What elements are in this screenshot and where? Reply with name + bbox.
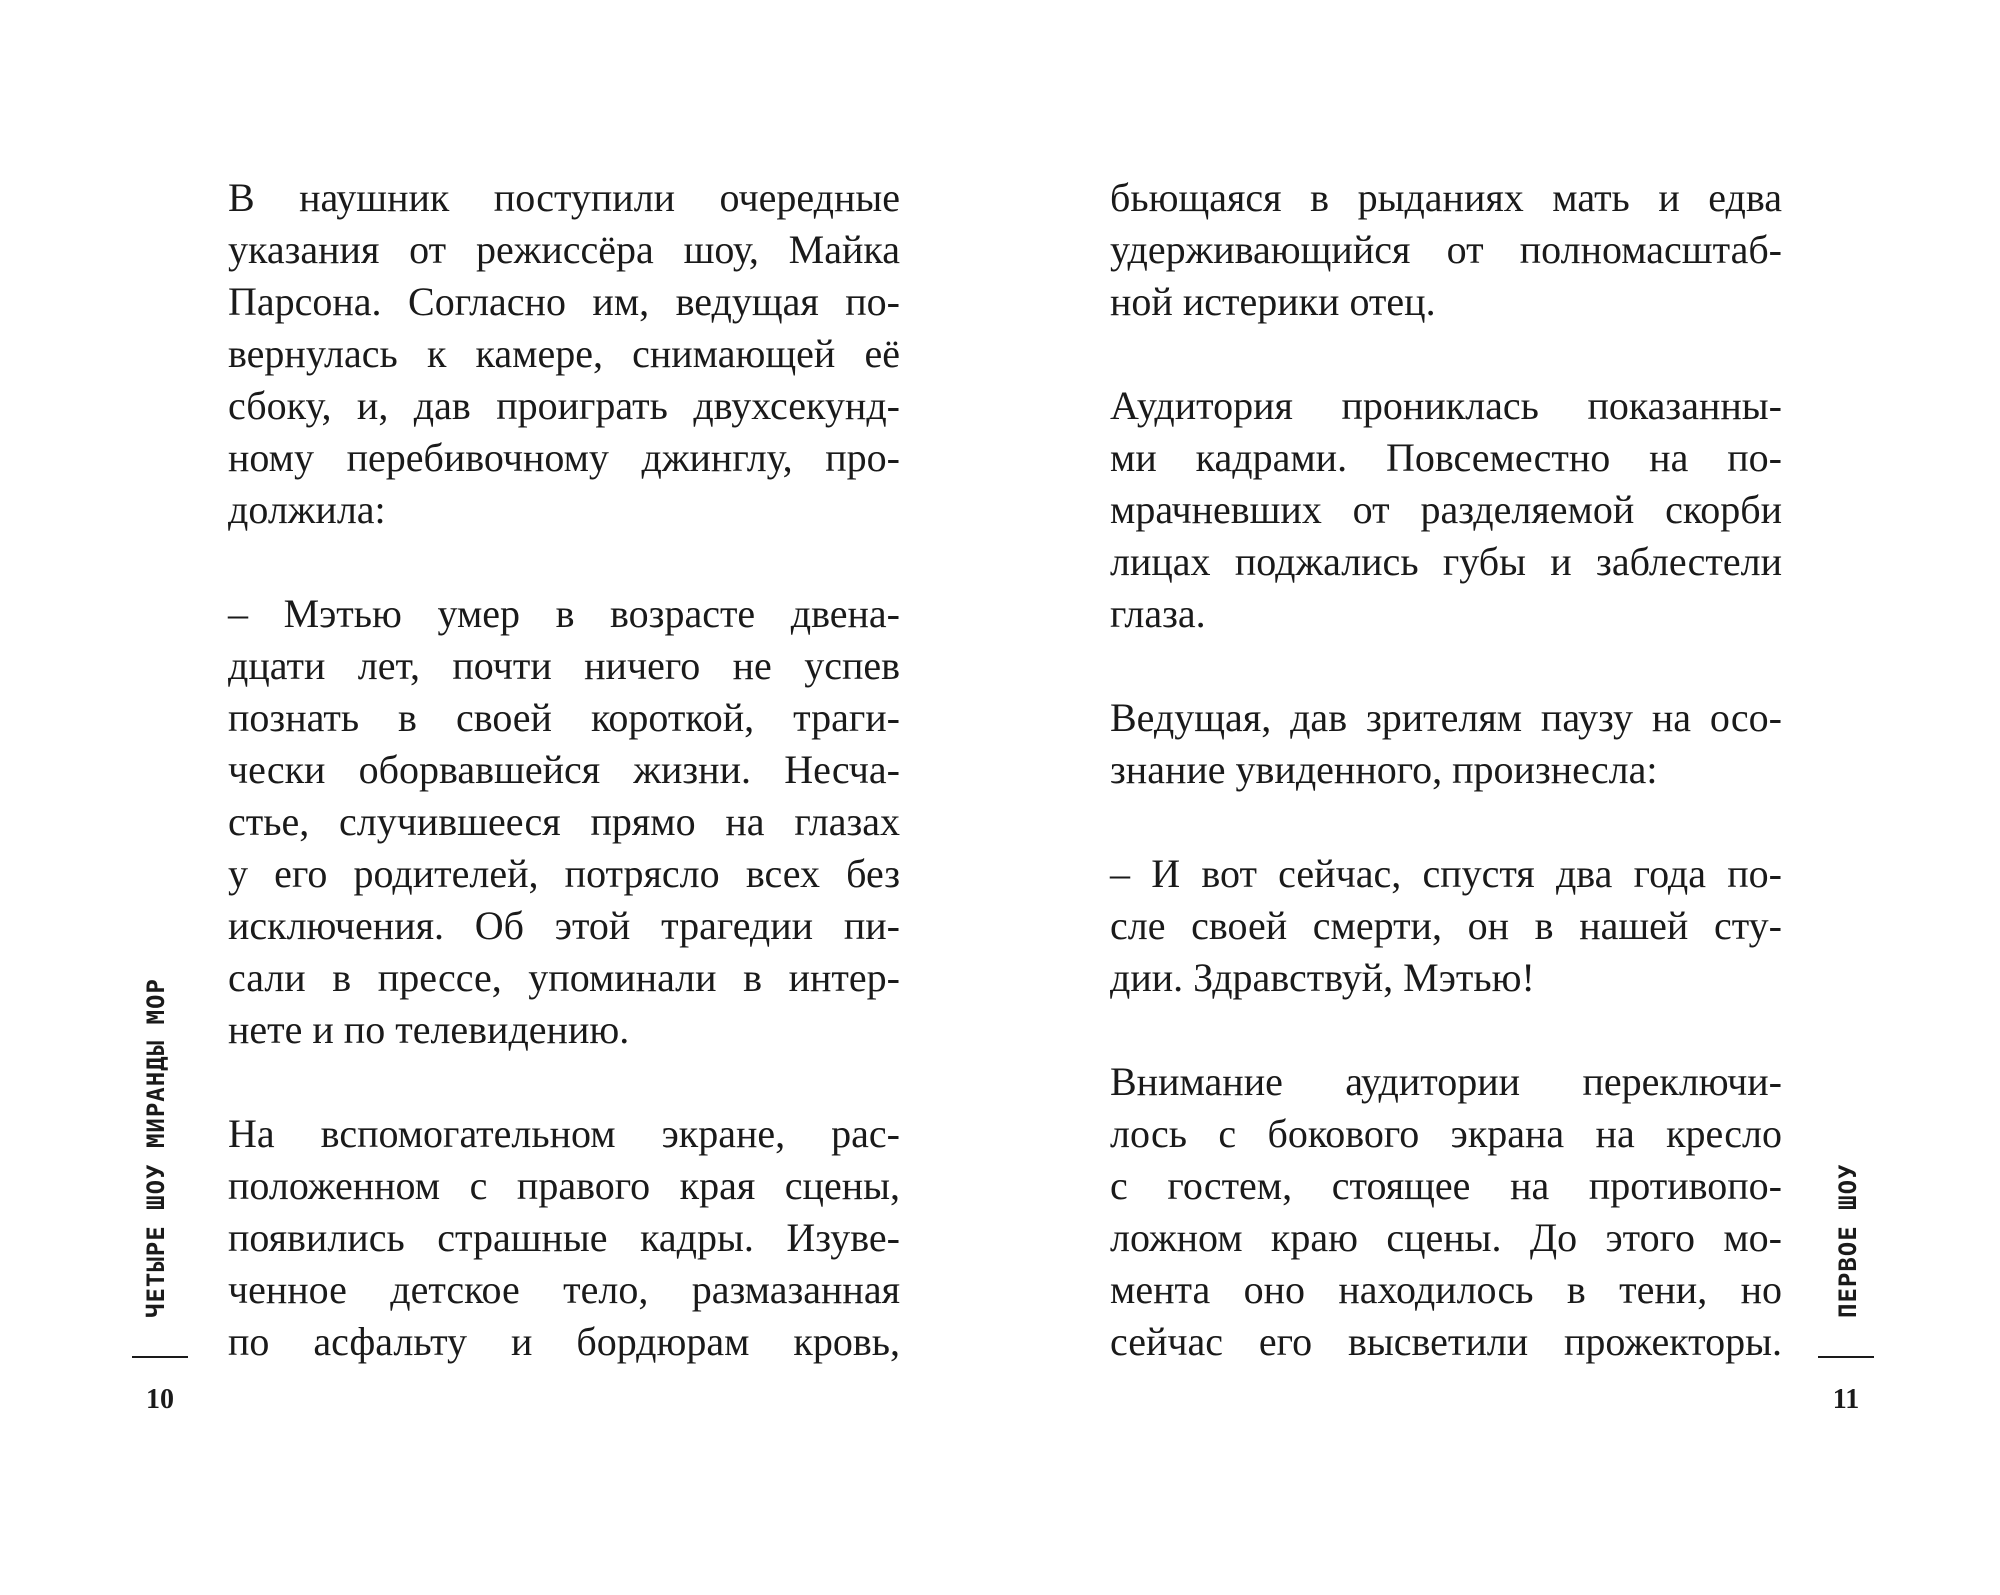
paragraph-gap bbox=[1110, 328, 1782, 380]
text-line: удерживающийся от полномасштаб- bbox=[1110, 227, 1782, 272]
text-line: глаза. bbox=[1110, 591, 1206, 636]
text-line: вернулась к камере, снимающей её bbox=[228, 331, 900, 376]
text-line: мента оно находилось в тени, но bbox=[1110, 1267, 1782, 1312]
right-page-number: 11 bbox=[1832, 1384, 1860, 1415]
left-running-title: ЧЕТЫРЕ ШОУ МИРАНДЫ МОР bbox=[142, 978, 170, 1318]
text-line: положенном с правого края сцены, bbox=[228, 1163, 900, 1208]
text-line: сбоку, и, дав проиграть двухсекунд- bbox=[228, 383, 900, 428]
text-line: ченное детское тело, размазанная bbox=[228, 1267, 900, 1312]
text-line: На вспомогательном экране, рас- bbox=[228, 1111, 900, 1156]
text-line: лось с бокового экрана на кресло bbox=[1110, 1111, 1782, 1156]
paragraph-gap bbox=[228, 536, 900, 588]
left-folio-rule bbox=[132, 1356, 188, 1358]
text-line: должила: bbox=[228, 487, 386, 532]
text-line: Аудитория прониклась показанны- bbox=[1110, 383, 1782, 428]
text-line: лицах поджались губы и заблестели bbox=[1110, 539, 1782, 584]
text-line: сле своей смерти, он в нашей сту- bbox=[1110, 903, 1782, 948]
text-line: указания от режиссёра шоу, Майка bbox=[228, 227, 900, 272]
text-line: Внимание аудитории переключи- bbox=[1110, 1059, 1782, 1104]
text-line: знание увиденного, произнесла: bbox=[1110, 747, 1658, 792]
paragraph-gap bbox=[1110, 796, 1782, 848]
right-running-title: ПЕРВОЕ ШОУ bbox=[1834, 1163, 1862, 1318]
text-line: дцати лет, почти ничего не успев bbox=[228, 643, 900, 688]
right-folio-rule bbox=[1818, 1356, 1874, 1358]
text-line: Ведущая, дав зрителям паузу на осо- bbox=[1110, 695, 1782, 740]
text-line: мрачневших от разделяемой скорби bbox=[1110, 487, 1782, 532]
text-line: ми кадрами. Повсеместно на по- bbox=[1110, 435, 1782, 480]
text-line: появились страшные кадры. Изуве- bbox=[228, 1215, 900, 1260]
text-line: исключения. Об этой трагедии пи- bbox=[228, 903, 900, 948]
paragraph-gap bbox=[228, 1056, 900, 1108]
text-line: сейчас его высветили прожекторы. bbox=[1110, 1319, 1782, 1364]
left-page-text bbox=[228, 172, 900, 1368]
left-page-number: 10 bbox=[146, 1384, 174, 1415]
text-line: чески оборвавшейся жизни. Несча- bbox=[228, 747, 900, 792]
paragraph-gap bbox=[1110, 1004, 1782, 1056]
text-line: у его родителей, потрясло всех без bbox=[228, 851, 900, 896]
right-page-text bbox=[1110, 172, 1782, 1368]
text-line: ному перебивочному джинглу, про- bbox=[228, 435, 900, 480]
text-line: – Мэтью умер в возрасте двена- bbox=[228, 591, 900, 636]
text-line: Парсона. Согласно им, ведущая по- bbox=[228, 279, 900, 324]
text-line: ложном краю сцены. До этого мо- bbox=[1110, 1215, 1782, 1260]
text-line: ной истерики отец. bbox=[1110, 279, 1436, 324]
paragraph-gap bbox=[1110, 640, 1782, 692]
text-line: стье, случившееся прямо на глазах bbox=[228, 799, 900, 844]
text-line: В наушник поступили очередные bbox=[228, 175, 900, 220]
text-line: дии. Здравствуй, Мэтью! bbox=[1110, 955, 1535, 1000]
text-line: с гостем, стоящее на противопо- bbox=[1110, 1163, 1782, 1208]
text-line: сали в прессе, упоминали в интер- bbox=[228, 955, 900, 1000]
text-line: по асфальту и бордюрам кровь, bbox=[228, 1319, 900, 1364]
text-line: познать в своей короткой, траги- bbox=[228, 695, 900, 740]
text-line: нете и по телевидению. bbox=[228, 1007, 630, 1052]
text-line: – И вот сейчас, спустя два года по- bbox=[1110, 851, 1782, 896]
text-line: бьющаяся в рыданиях мать и едва bbox=[1110, 175, 1782, 220]
